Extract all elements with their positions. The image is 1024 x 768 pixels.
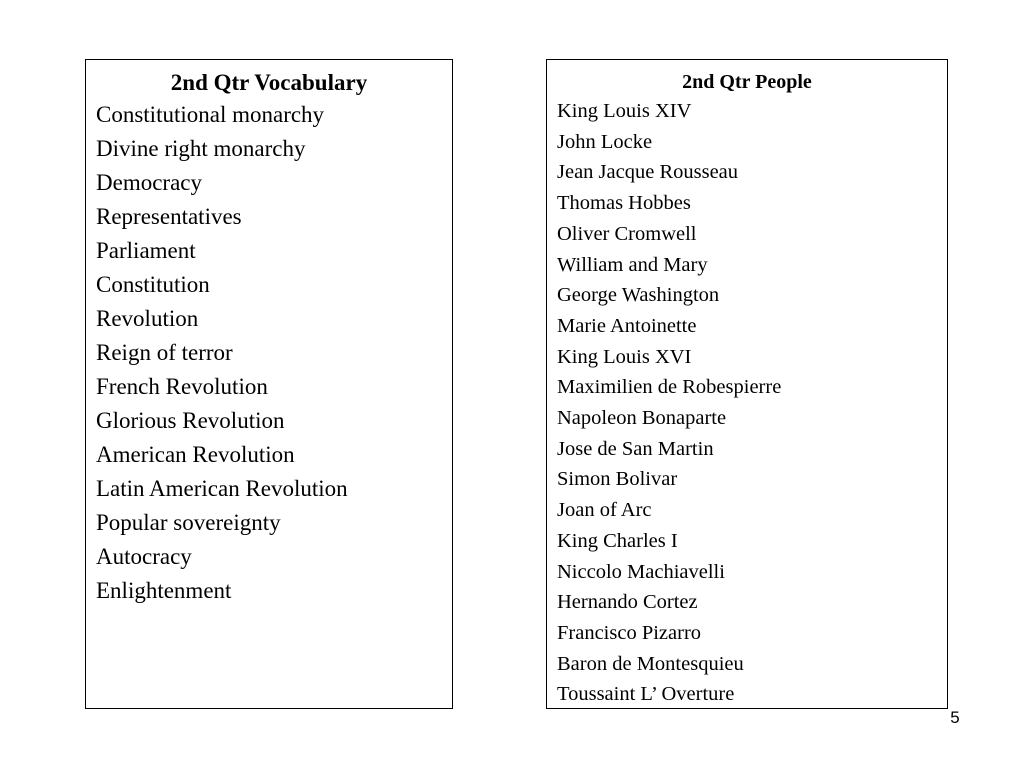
people-item: Marie Antoinette: [557, 314, 697, 337]
vocabulary-item: Reign of terror: [96, 340, 233, 365]
people-item: King Charles I: [557, 529, 678, 552]
people-item: Jean Jacque Rousseau: [557, 161, 739, 184]
vocabulary-box: [85, 59, 453, 709]
people-item: Francisco Pizarro: [557, 621, 702, 644]
people-title: 2nd Qtr People: [682, 71, 812, 93]
vocabulary-item: Autocracy: [96, 544, 192, 569]
people-list: [557, 96, 947, 710]
vocabulary-item: Glorious Revolution: [96, 408, 285, 433]
vocabulary-item: Constitutional monarchy: [96, 102, 325, 127]
people-item: Toussaint L’ Overture: [557, 683, 735, 706]
people-item: George Washington: [557, 284, 720, 307]
vocabulary-item: Latin American Revolution: [96, 476, 348, 501]
vocabulary-item: Representatives: [96, 204, 242, 229]
people-item: King Louis XVI: [557, 345, 692, 368]
people-item: Baron de Montesquieu: [557, 652, 744, 675]
vocabulary-item: Democracy: [96, 170, 202, 195]
vocabulary-item: Divine right monarchy: [96, 136, 306, 161]
people-item: Joan of Arc: [557, 499, 652, 522]
people-item: Simon Bolivar: [557, 468, 678, 491]
people-item: Maximilien de Robespierre: [557, 376, 782, 399]
vocabulary-item: American Revolution: [96, 442, 295, 467]
people-item: Jose de San Martin: [557, 437, 714, 460]
vocabulary-list: [96, 98, 452, 608]
vocabulary-item: Popular sovereignty: [96, 510, 281, 535]
people-item: John Locke: [557, 130, 653, 153]
people-item: Napoleon Bonaparte: [557, 407, 727, 430]
vocabulary-item: French Revolution: [96, 374, 268, 399]
people-item: Oliver Cromwell: [557, 222, 697, 245]
vocabulary-title: 2nd Qtr Vocabulary: [170, 70, 368, 95]
people-item: Niccolo Machiavelli: [557, 560, 725, 583]
vocabulary-item: Enlightenment: [96, 578, 232, 603]
vocabulary-item: Constitution: [96, 272, 210, 297]
page-number: 5: [950, 708, 960, 727]
people-item: Thomas Hobbes: [557, 192, 691, 215]
people-item: King Louis XIV: [557, 100, 692, 122]
people-box: [546, 59, 948, 709]
people-item: Hernando Cortez: [557, 591, 698, 614]
people-item: William and Mary: [557, 253, 708, 276]
vocabulary-item: Revolution: [96, 306, 199, 331]
vocabulary-item: Parliament: [96, 238, 196, 263]
